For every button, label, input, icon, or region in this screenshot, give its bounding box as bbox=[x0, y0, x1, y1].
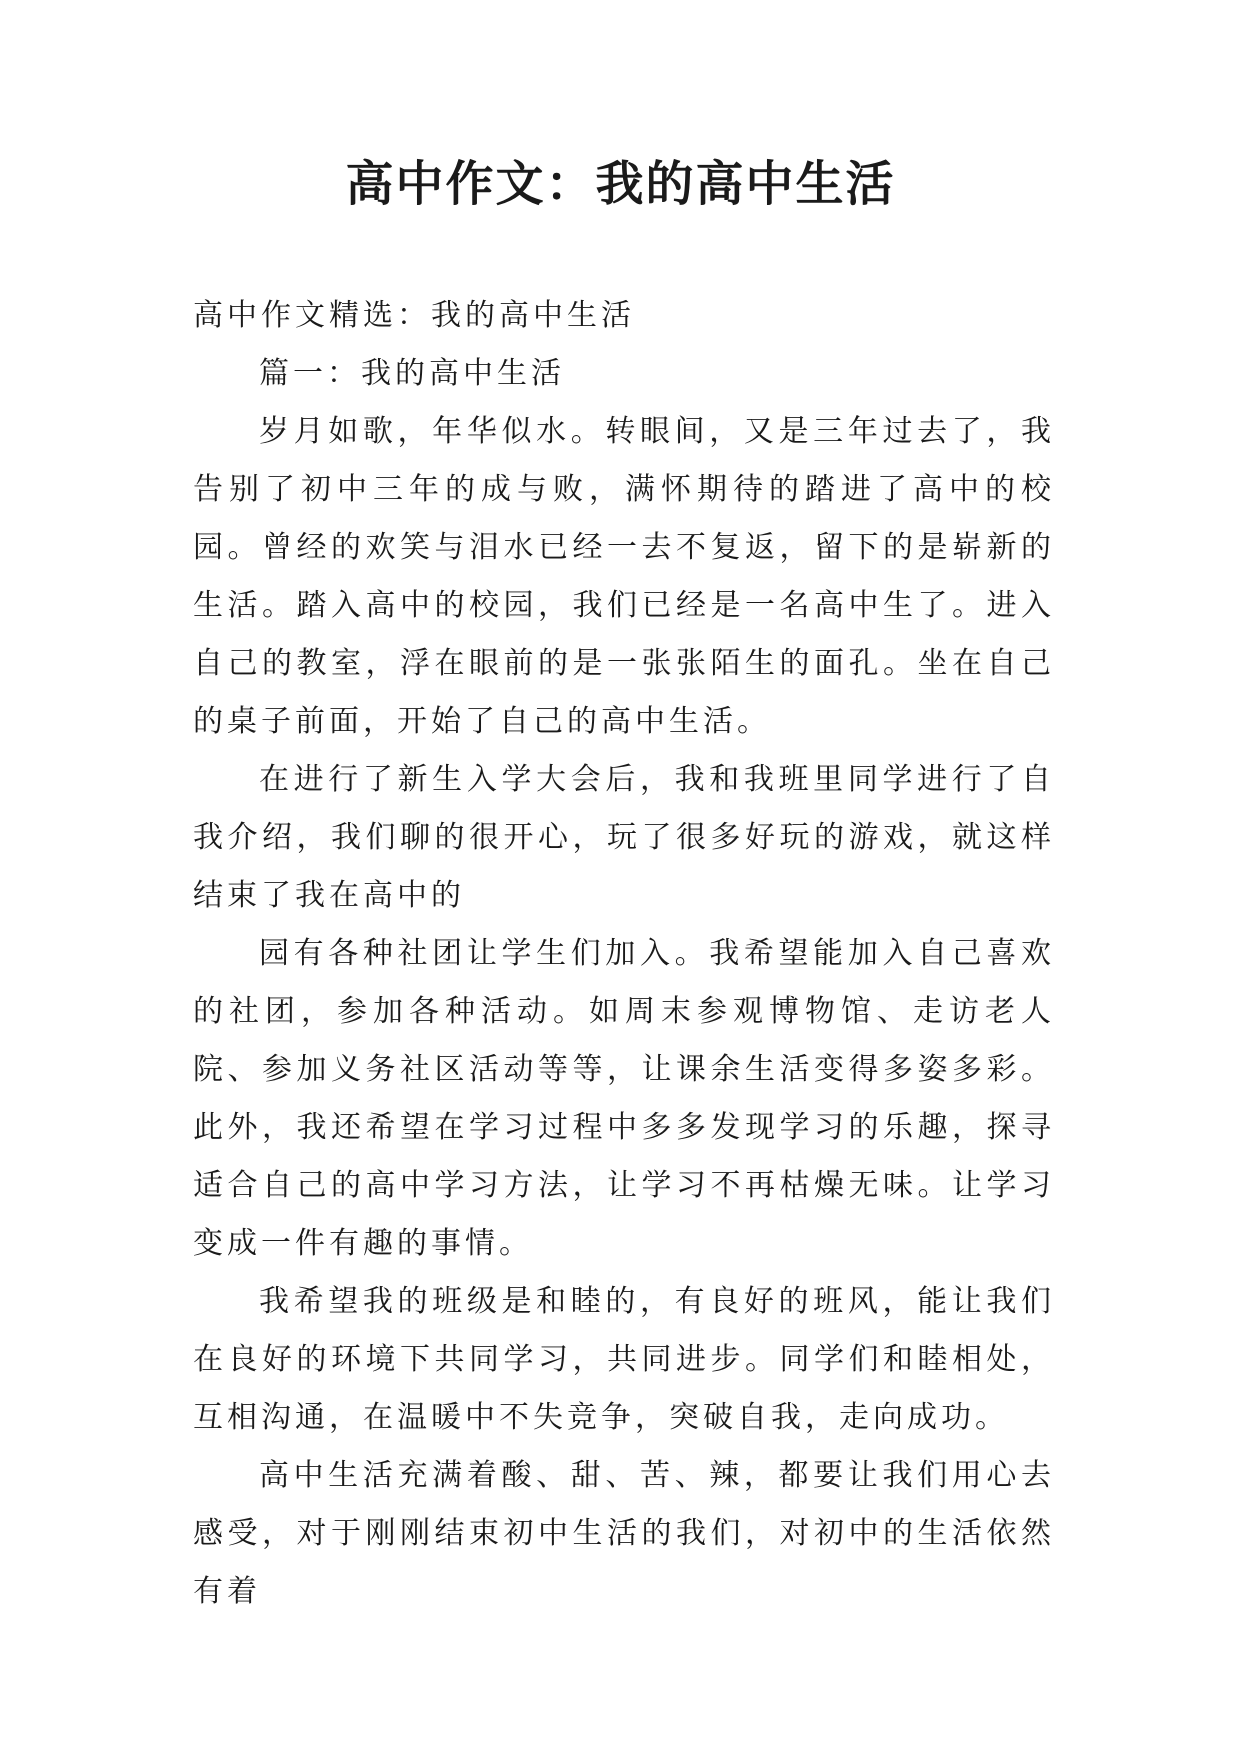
paragraph-5: 高中生活充满着酸、甜、苦、辣，都要让我们用心去感受，对于刚刚结束初中生活的我们，对初中的生活依然有着 bbox=[193, 1458, 1055, 1609]
document-title: 高中作文：我的高中生活 bbox=[345, 156, 896, 212]
paragraph-1: 岁月如歌，年华似水。转眼间，又是三年过去了，我告别了初中三年的成与败，满怀期待的踏进了高中的校园。曾经的欢笑与泪水已经一去不复返，留下的是崭新的生活。踏入高中的校园，我们已经是一名高中生了。进入自己的教室，浮在眼前的是一张张陌生的面孔。坐在自己的桌子前面，开始了自己的高中生活。 bbox=[193, 414, 1055, 739]
document-subtitle: 高中作文精选：我的高中生活 bbox=[193, 298, 635, 333]
paragraph-4: 我希望我的班级是和睦的，有良好的班风，能让我们在良好的环境下共同学习，共同进步。同学们和睦相处，互相沟通，在温暖中不失竞争，突破自我，走向成功。 bbox=[193, 1284, 1055, 1435]
paragraph-2: 在进行了新生入学大会后，我和我班里同学进行了自我介绍，我们聊的很开心，玩了很多好玩的游戏，就这样结束了我在高中的 bbox=[193, 762, 1055, 913]
paragraph-3: 园有各种社团让学生们加入。我希望能加入自己喜欢的社团，参加各种活动。如周末参观博物馆、走访老人院、参加义务社区活动等等，让课余生活变得多姿多彩。此外，我还希望在学习过程中多多发现学习的乐趣，探寻适合自己的高中学习方法，让学习不再枯燥无味。让学习变成一件有趣的事情。 bbox=[193, 936, 1055, 1261]
section-heading: 篇一：我的高中生活 bbox=[259, 356, 565, 391]
document-body bbox=[193, 287, 1055, 1621]
